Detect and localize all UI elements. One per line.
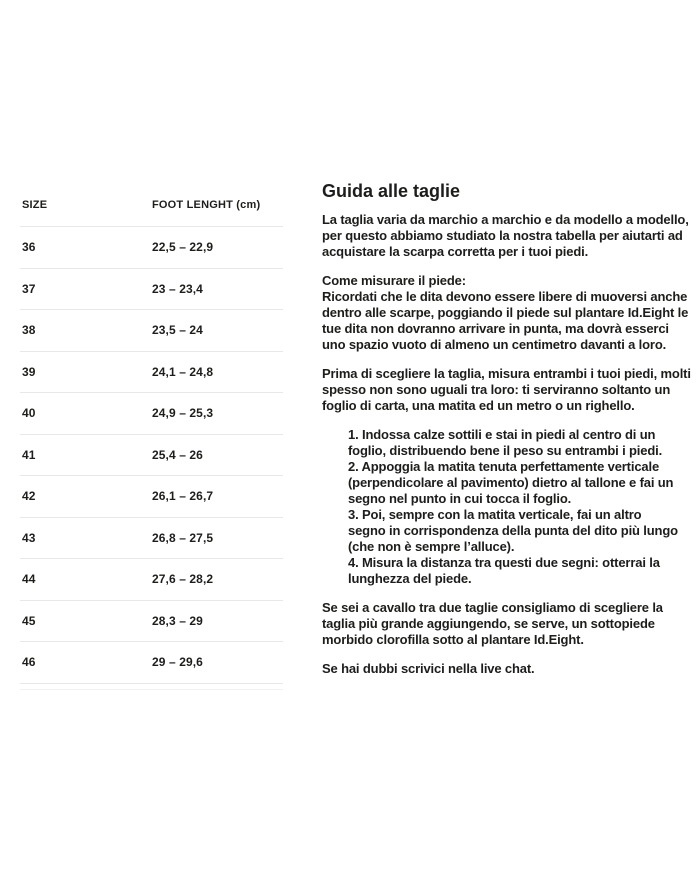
table-row (20, 352, 283, 394)
foot-length-cell: 24,9 – 25,3 (152, 406, 214, 421)
size-cell: 39 (22, 364, 36, 379)
size-cell: 43 (22, 530, 36, 545)
table-header-row (20, 196, 283, 227)
size-column-header: SIZE (22, 199, 48, 211)
foot-length-cell: 24,1 – 24,8 (152, 364, 214, 379)
size-cell: 36 (22, 240, 36, 255)
steps-list (322, 427, 694, 587)
half-size-paragraph: Se sei a cavallo tra due taglie consigliamo di scegliere la taglia più grande aggiungendo, se serve, un sottopiede morbido clorofilla sotto al plantare Id.Eight. (322, 600, 663, 647)
size-cell: 40 (22, 406, 36, 421)
step-item: 2. Appoggia la matita tenuta perfettamente verticale (perpendicolare al pavimento) dietro al tallone e fai un segno nel punto in cui tocca il foglio. (348, 459, 674, 506)
size-cell: 37 (22, 281, 36, 296)
table-row (20, 310, 283, 352)
table-row (20, 227, 283, 269)
foot-length-cell: 26,8 – 27,5 (152, 530, 214, 545)
measure-heading: Come misurare il piede: (322, 273, 466, 288)
table-row (20, 269, 283, 311)
table-row (20, 559, 283, 601)
foot-length-cell: 27,6 – 28,2 (152, 572, 214, 587)
page-title: Guida alle taglie (322, 181, 461, 201)
table-body (20, 227, 283, 684)
foot-length-cell: 26,1 – 26,7 (152, 489, 214, 504)
foot-length-cell: 22,5 – 22,9 (152, 240, 214, 255)
table-row (20, 601, 283, 643)
size-cell: 45 (22, 613, 36, 628)
live-chat-paragraph: Se hai dubbi scrivici nella live chat. (322, 661, 535, 676)
foot-length-cell: 28,3 – 29 (152, 613, 203, 628)
foot-length-column-header: FOOT LENGHT (cm) (152, 199, 261, 211)
size-cell: 46 (22, 655, 36, 670)
intro-paragraph: La taglia varia da marchio a marchio e da modello a modello, per questo abbiamo studiato la nostra tabella per aiutarti ad acquistare la scarpa corretta per i tuoi piedi. (322, 212, 689, 259)
table-row (20, 393, 283, 435)
table-row (20, 642, 283, 684)
table-row (20, 518, 283, 560)
foot-length-cell: 29 – 29,6 (152, 655, 203, 670)
step-item: 4. Misura la distanza tra questi due segni: otterrai la lunghezza del piede. (348, 555, 660, 586)
size-cell: 42 (22, 489, 36, 504)
table-row (20, 476, 283, 518)
foot-length-cell: 23,5 – 24 (152, 323, 203, 338)
foot-length-cell: 23 – 23,4 (152, 281, 203, 296)
size-table (20, 196, 283, 690)
table-row (20, 435, 283, 477)
size-cell: 38 (22, 323, 36, 338)
size-cell: 44 (22, 572, 36, 587)
step-item: 3. Poi, sempre con la matita verticale, fai un altro segno in corrispondenza della punta del dito più lungo (che non è sempre l’alluce). (348, 507, 678, 554)
measure-paragraph: Ricordati che le dita devono essere libere di muoversi anche dentro alle scarpe, poggiando il piede sul plantare Id.Eight le tue dita non dovranno arrivare in punta, ma dovrà esserci uno spazio vuoto di almeno un centimetro davanti a loro. (322, 289, 689, 352)
foot-length-cell: 25,4 – 26 (152, 447, 203, 462)
size-cell: 41 (22, 447, 36, 462)
step-item: 1. Indossa calze sottili e stai in piedi al centro di un foglio, distribuendo bene il peso su entrambi i piedi. (348, 427, 663, 458)
both-feet-paragraph: Prima di scegliere la taglia, misura entrambi i tuoi piedi, molti spesso non sono uguali tra loro: ti serviranno soltanto un foglio di carta, una matita ed un metro o un righello. (322, 366, 691, 413)
size-guide-content (322, 180, 694, 677)
